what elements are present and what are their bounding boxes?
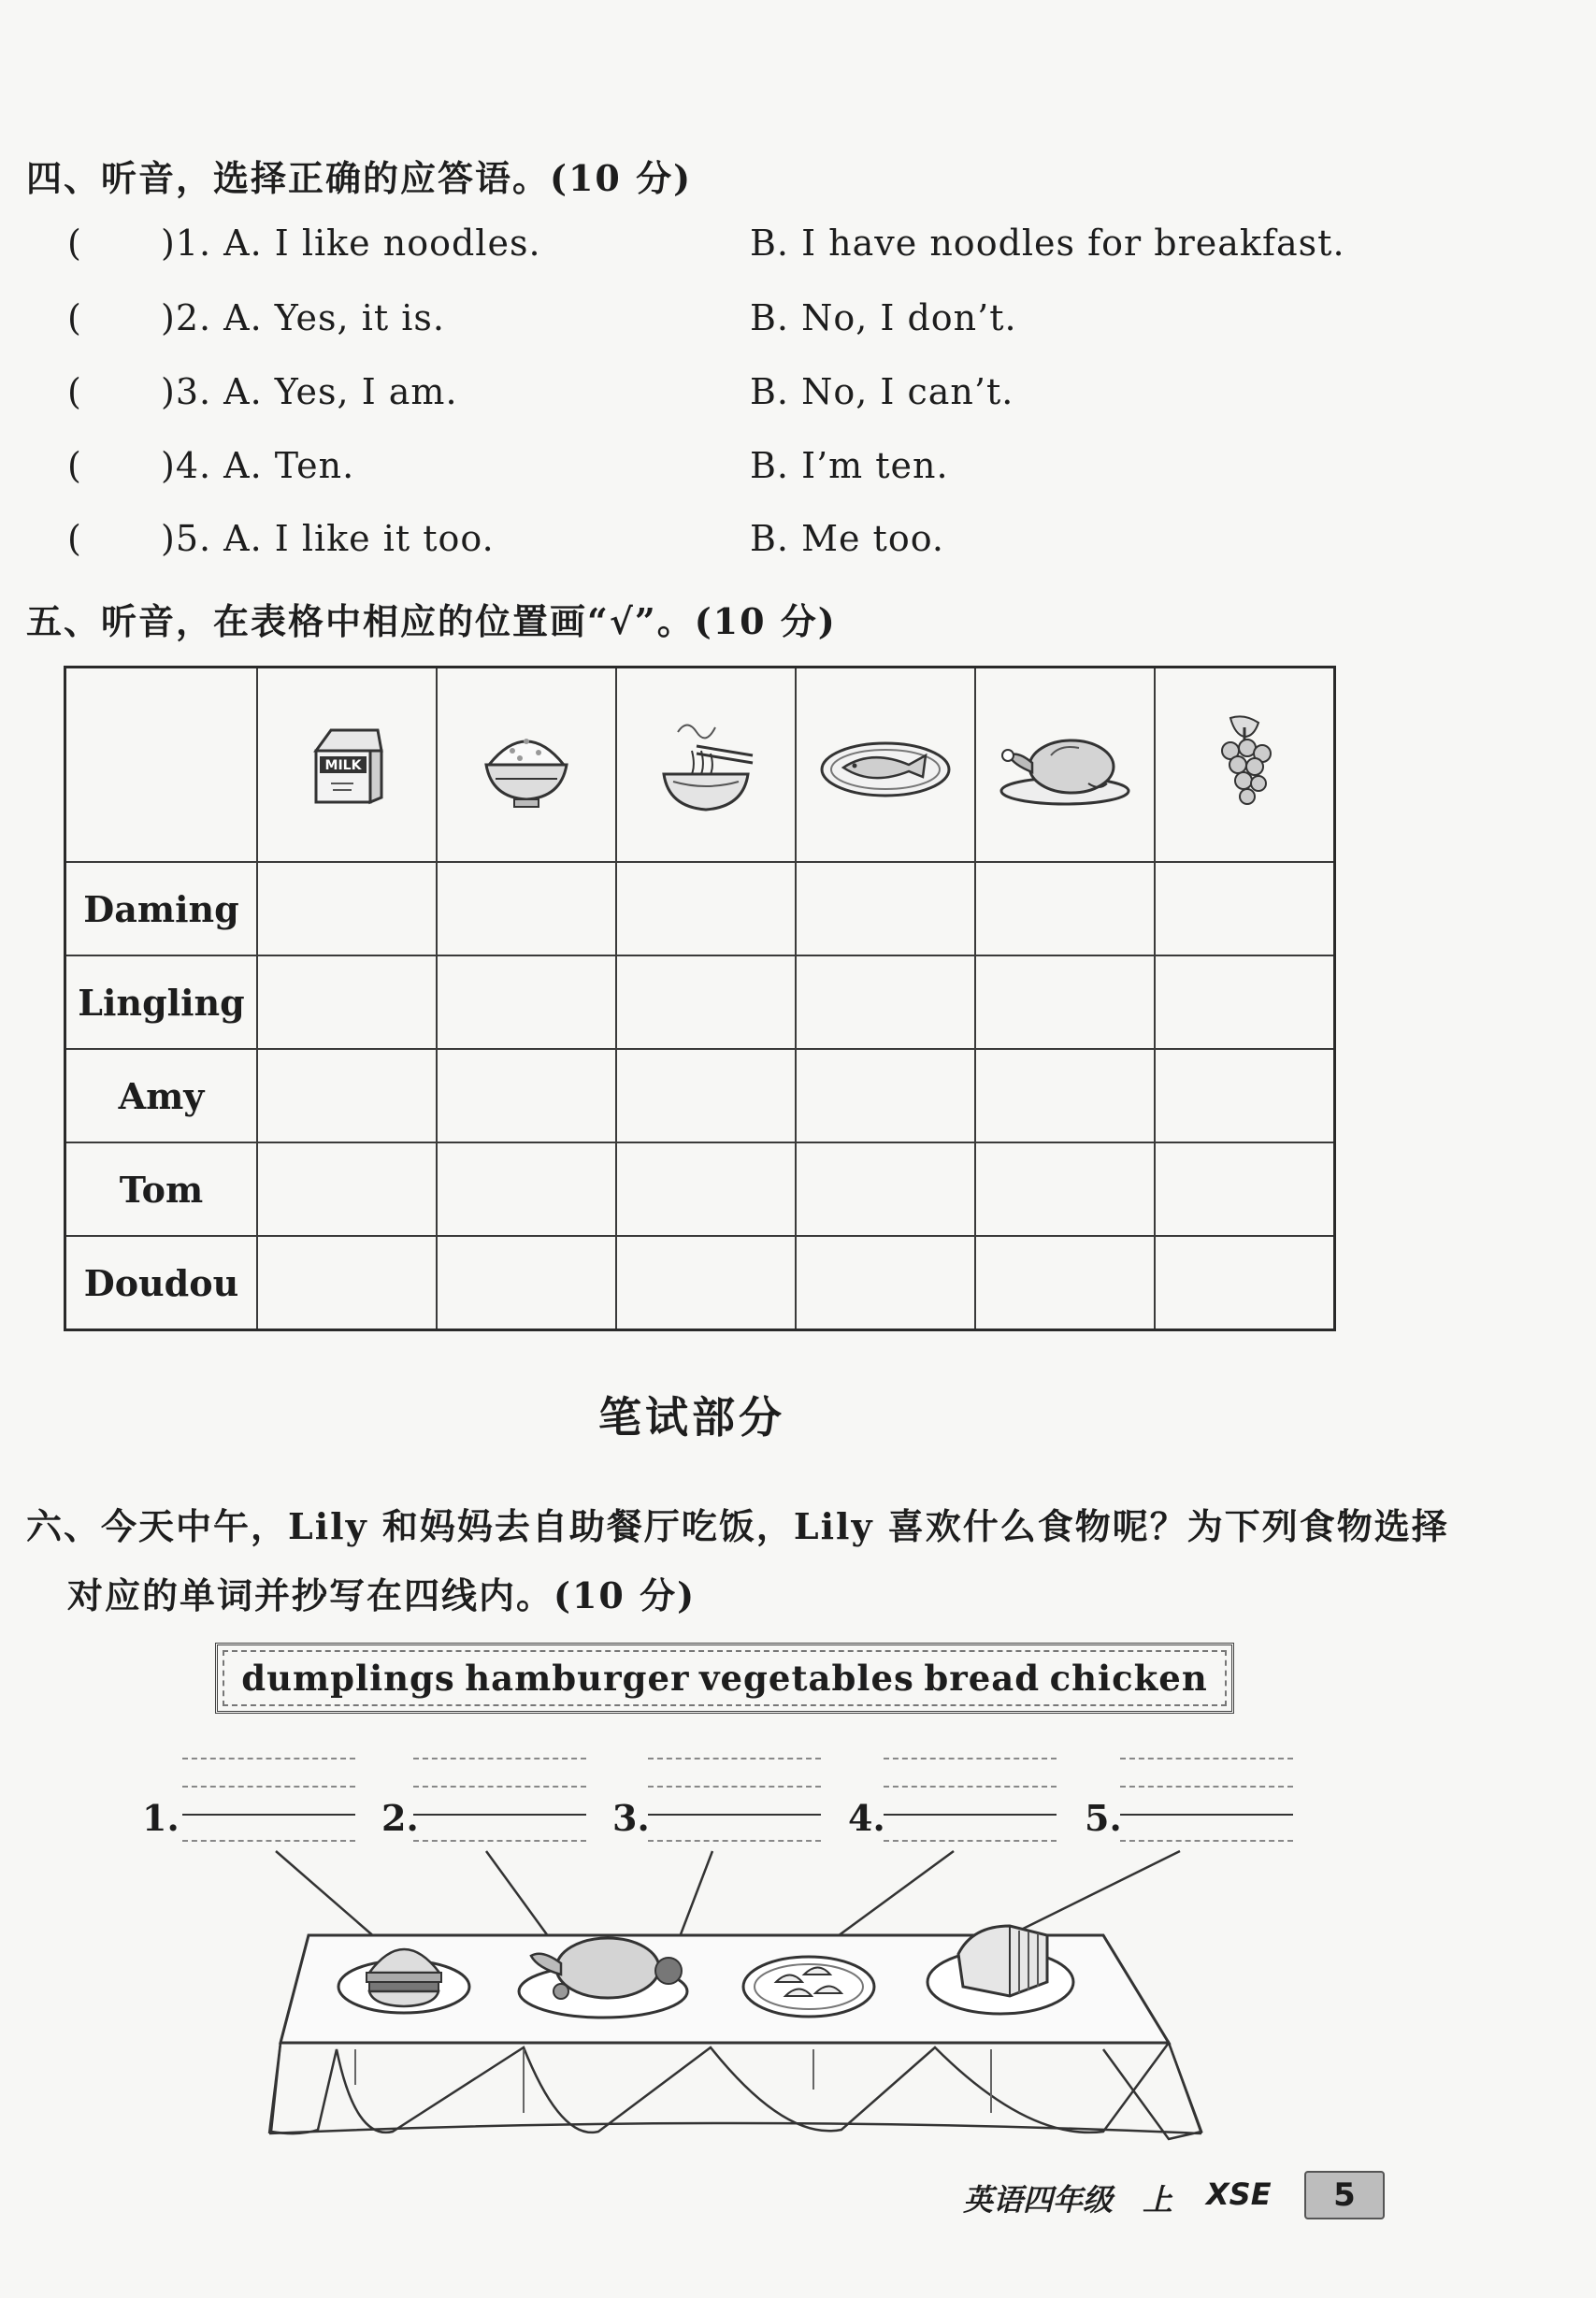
- option-a: )2. A. Yes, it is.: [161, 297, 445, 338]
- footer-edition: XSE: [1206, 2176, 1272, 2212]
- rice-icon: [475, 713, 578, 816]
- buffet-table-illustration: [0, 1832, 1596, 2169]
- check-cell[interactable]: [975, 1236, 1155, 1330]
- answer-number: 4.: [848, 1797, 885, 1839]
- four-line-writing-area[interactable]: [884, 1758, 1057, 1842]
- check-cell[interactable]: [257, 862, 437, 955]
- check-cell[interactable]: [616, 955, 796, 1049]
- name-cell: Daming: [65, 862, 258, 955]
- answer-number: 2.: [381, 1797, 419, 1839]
- check-cell[interactable]: [1155, 1049, 1335, 1142]
- check-cell[interactable]: [975, 862, 1155, 955]
- check-cell[interactable]: [257, 1236, 437, 1330]
- option-a: )4. A. Ten.: [161, 445, 355, 486]
- check-cell[interactable]: [437, 1142, 616, 1236]
- noodles-icon: [650, 709, 762, 821]
- check-cell[interactable]: [1155, 1142, 1335, 1236]
- check-cell[interactable]: [796, 1236, 975, 1330]
- check-cell[interactable]: [437, 1049, 616, 1142]
- section-5-title: 五、听音，在表格中相应的位置画“√”。(10 分): [26, 600, 837, 642]
- section-4-title: 四、听音，选择正确的应答语。(10 分): [26, 157, 693, 199]
- check-cell[interactable]: [1155, 955, 1335, 1049]
- four-line-writing-area[interactable]: [1120, 1758, 1293, 1842]
- word-chicken: chicken: [1049, 1658, 1208, 1699]
- table-row: [65, 1142, 1335, 1236]
- fish-icon: [815, 723, 956, 807]
- check-cell[interactable]: [257, 1049, 437, 1142]
- four-line-writing-area[interactable]: [182, 1758, 355, 1842]
- name-cell: Tom: [65, 1142, 258, 1236]
- food-checklist-table: [64, 666, 1336, 1331]
- word-dumplings: dumplings: [241, 1658, 455, 1699]
- answer-number: 1.: [142, 1797, 180, 1839]
- check-cell[interactable]: [796, 1049, 975, 1142]
- page-number: 5: [1304, 2171, 1385, 2219]
- name-cell: Amy: [65, 1049, 258, 1142]
- check-cell[interactable]: [437, 862, 616, 955]
- option-b: B. I have noodles for breakfast.: [750, 223, 1345, 264]
- check-cell[interactable]: [616, 1236, 796, 1330]
- answer-bracket[interactable]: (: [67, 297, 81, 338]
- check-cell[interactable]: [616, 862, 796, 955]
- check-cell[interactable]: [796, 862, 975, 955]
- option-a: )5. A. I like it too.: [161, 518, 495, 559]
- footer-book-title: 英语四年级: [963, 2182, 1114, 2218]
- milk-label: MILK: [324, 758, 362, 773]
- check-cell[interactable]: [616, 1142, 796, 1236]
- check-cell[interactable]: [975, 1049, 1155, 1142]
- table-row: [65, 862, 1335, 955]
- four-line-writing-area[interactable]: [413, 1758, 586, 1842]
- written-part-title: 笔试部分: [598, 1392, 785, 1443]
- check-cell[interactable]: [975, 1142, 1155, 1236]
- grapes-icon: [1202, 709, 1287, 821]
- answer-number: 5.: [1085, 1797, 1122, 1839]
- table-row: [65, 1049, 1335, 1142]
- word-bread: bread: [924, 1658, 1041, 1699]
- corner-cell: [65, 668, 258, 863]
- check-cell[interactable]: [1155, 862, 1335, 955]
- name-cell: Lingling: [65, 955, 258, 1049]
- chicken-icon: [995, 718, 1135, 811]
- option-a: )1. A. I like noodles.: [161, 223, 541, 264]
- word-vegetables: vegetables: [699, 1658, 914, 1699]
- answer-bracket[interactable]: (: [67, 518, 81, 559]
- footer-volume: 上: [1143, 2182, 1173, 2218]
- section-6-title-line1: 六、今天中午，Lily 和妈妈去自助餐厅吃饭，Lily 喜欢什么食物呢？为下列食物选择: [26, 1505, 1449, 1547]
- name-cell: Doudou: [65, 1236, 258, 1330]
- answer-number: 3.: [612, 1797, 650, 1839]
- option-a: )3. A. Yes, I am.: [161, 371, 458, 412]
- table-row: [65, 955, 1335, 1049]
- option-b: B. No, I don’t.: [750, 297, 1017, 338]
- check-cell[interactable]: [796, 1142, 975, 1236]
- check-cell[interactable]: [975, 955, 1155, 1049]
- option-b: B. Me too.: [750, 518, 944, 559]
- answer-bracket[interactable]: (: [67, 445, 81, 486]
- word-bank: [215, 1643, 1234, 1714]
- dumplings-plate: [743, 1957, 874, 2017]
- answer-bracket[interactable]: (: [67, 371, 81, 412]
- option-b: B. I’m ten.: [750, 445, 949, 486]
- milk-icon: [295, 713, 398, 816]
- option-b: B. No, I can’t.: [750, 371, 1014, 412]
- check-cell[interactable]: [1155, 1236, 1335, 1330]
- answer-bracket[interactable]: (: [67, 223, 81, 264]
- check-cell[interactable]: [437, 955, 616, 1049]
- table-row: [65, 1236, 1335, 1330]
- check-cell[interactable]: [616, 1049, 796, 1142]
- check-cell[interactable]: [257, 955, 437, 1049]
- word-hamburger: hamburger: [465, 1658, 690, 1699]
- check-cell[interactable]: [257, 1142, 437, 1236]
- section-6-title-line2: 对应的单词并抄写在四线内。(10 分): [67, 1574, 697, 1616]
- four-line-writing-area[interactable]: [648, 1758, 821, 1842]
- check-cell[interactable]: [437, 1236, 616, 1330]
- check-cell[interactable]: [796, 955, 975, 1049]
